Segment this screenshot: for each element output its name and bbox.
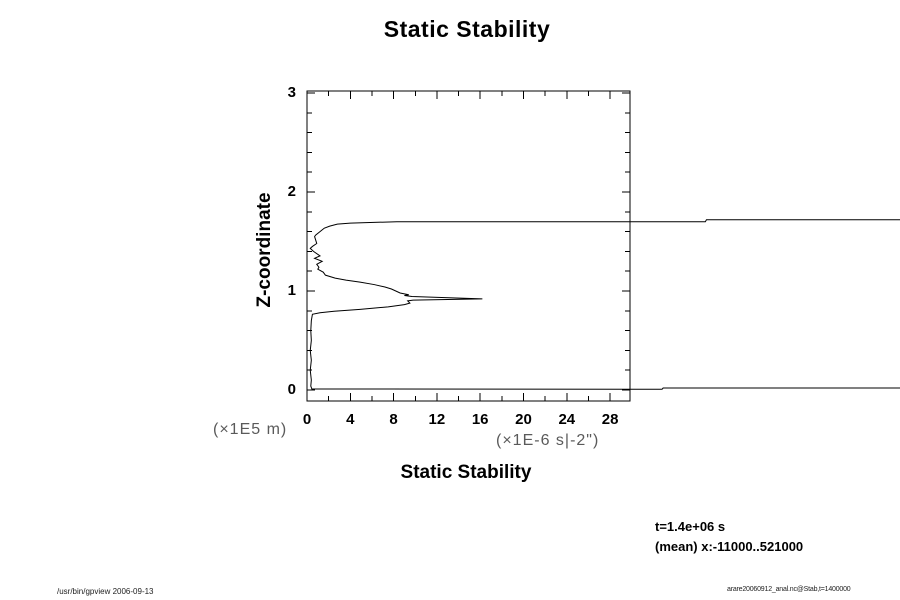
x-tick-label: 28 (601, 411, 619, 428)
annotation-time: t=1.4e+06 s (655, 519, 726, 534)
x-tick-label: 0 (302, 411, 312, 428)
y-axis-title: Z-coordinate (254, 192, 275, 308)
x-tick-label: 16 (471, 411, 489, 428)
page-title: Static Stability (383, 16, 551, 42)
footer-command-line: /usr/bin/gpview 2006-09-13 (57, 587, 154, 596)
footer-datafile-path: arare20060912_anal.nc@Stab,t=1400000 (727, 586, 851, 593)
x-tick-label: 4 (346, 411, 355, 428)
x-tick-label: 20 (515, 411, 532, 428)
plot-frame (307, 91, 630, 401)
y-tick-label: 2 (287, 183, 296, 200)
y-tick-label: 1 (287, 282, 296, 299)
x-tick-label: 24 (558, 411, 576, 428)
annotation-mean-range: (mean) x:-11000..521000 (655, 539, 804, 554)
x-tick-label: 12 (428, 411, 446, 428)
x-tick-label: 8 (389, 411, 398, 428)
x-axis-unit-label: (×1E-6 s|-2") (496, 432, 600, 449)
x-axis-title: Static Stability (400, 462, 532, 483)
y-tick-label: 0 (287, 381, 296, 398)
y-axis-unit-label: (×1E5 m) (213, 421, 288, 438)
y-tick-label: 3 (287, 84, 296, 101)
profile-line (310, 220, 900, 389)
